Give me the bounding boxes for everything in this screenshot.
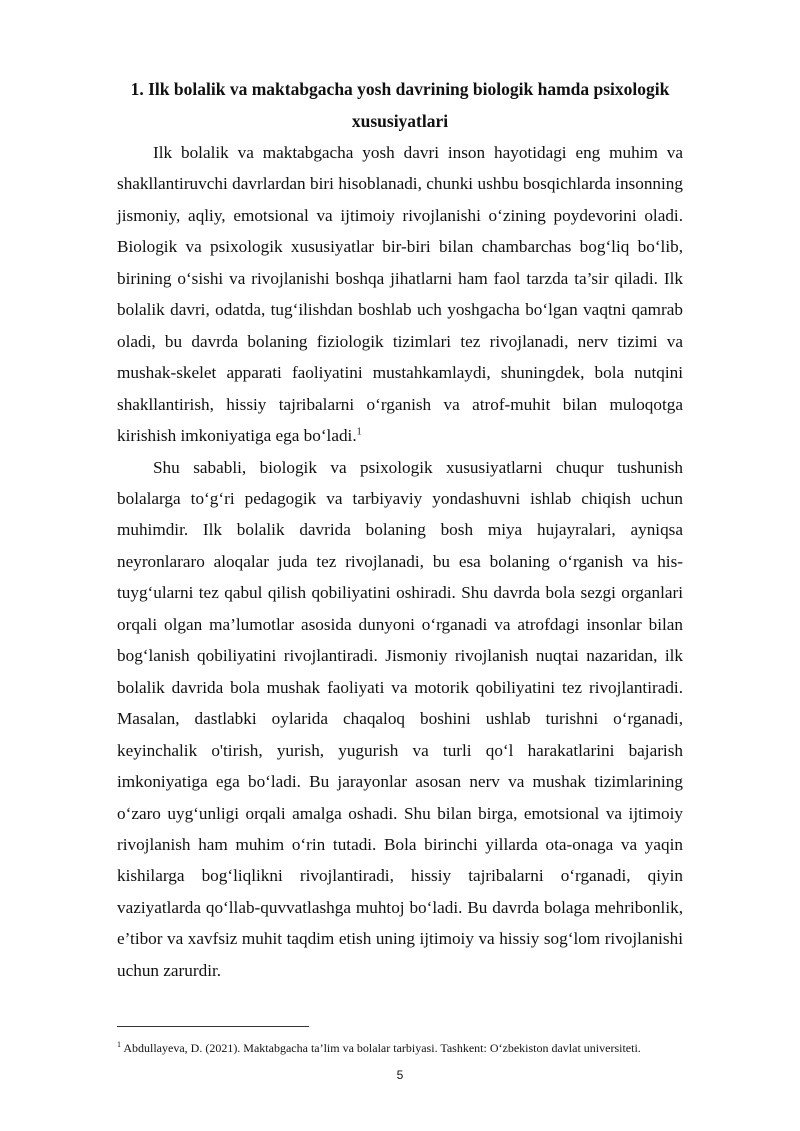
footnote-number: 1 xyxy=(117,1040,121,1049)
section-heading xyxy=(118,74,682,137)
footnote-reference[interactable]: 1 xyxy=(356,426,362,438)
footnote xyxy=(117,1040,717,1056)
paragraph-1 xyxy=(117,137,683,452)
paragraph-2-text: Shu sababli, biologik va psixologik xususiyatlarni chuqur tushunish bolalarga to‘g‘ri pedagogik va tarbiyaviy yondashuvni ishlab chiqish uchun muhimdir. Ilk bolalik davrida bolaning bosh miya hujayralari, ayniqsa neyronlararo aloqalar juda tez rivojlanadi, bu esa bolaning o‘rganish va his-tuyg‘ularni tez qabul qilish qobiliyatini oshiradi. Shu davrda bola sezgi organlari orqali olgan ma’lumotlar asosida dunyoni o‘rganadi va atrofdagi insonlar bilan bog‘lanish qobiliyatini rivojlantiradi. Jismoniy rivojlanish nuqtai nazaridan, ilk bolalik davrida bola mushak faoliyati va motorik qobiliyatini tez rivojlantiradi. Masalan, dastlabki oylarida chaqaloq boshini ushlab turishni o‘rganadi, keyinchalik o'tirish, yurish, yugurish va turli qo‘l harakatlarini bajarish imkoniyatiga ega bo‘ladi. Bu jarayonlar asosan nerv va mushak tizimlarining o‘zaro uyg‘unligi orqali amalga oshadi. Shu bilan birga, emotsional va ijtimoiy rivojlanish ham muhim o‘rin tutadi. Bola birinchi yillarda ota-onaga va yaqin kishilarga bog‘liqlikni rivojlantiradi, hissiy tajribalarni o‘rganadi, qiyin vaziyatlarda qo‘llab-quvvatlashga muhtoj bo‘ladi. Bu davrda bolaga mehribonlik, e’tibor va xavfsiz muhit taqdim etish uning ijtimoiy va hissiy sog‘lom rivojlanishi uchun zarurdir. xyxy=(117,457,683,980)
paragraph-1-text: Ilk bolalik va maktabgacha yosh davri inson hayotidagi eng muhim va shakllantiruvchi davrlardan biri hisoblanadi, chunki ushbu bosqichlarda insonning jismoniy, aqliy, emotsional va ijtimoiy rivojlanishi o‘zining poydevorini oladi. Biologik va psixologik xususiyatlar bir-biri bilan chambarchas bog‘liq bo‘lib, birining o‘sishi va rivojlanishi boshqa jihatlarni ham faol tarzda ta’sir qiladi. Ilk bolalik davri, odatda, tug‘ilishdan boshlab uch yoshgacha bo‘lgan vaqtni qamrab oladi, bu davrda bolaning fiziologik tizimlari tez rivojlanadi, nerv tizimi va mushak-skelet apparati faoliyatini mustahkamlaydi, shuningdek, bola nutqini shakllantirish, hissiy tajribalarni o‘rganish va atrof-muhit bilan muloqotga kirishish imkoniyatiga ega bo‘ladi. xyxy=(117,143,683,446)
page-number: 5 xyxy=(396,1068,404,1082)
body-text xyxy=(117,137,683,986)
paragraph-2 xyxy=(117,452,683,987)
section-heading-line-1: 1. Ilk bolalik va maktabgacha yosh davrining biologik hamda psixologik xyxy=(130,79,670,99)
footnote-text: Abdullayeva, D. (2021). Maktabgacha ta’lim va bolalar tarbiyasi. Tashkent: O‘zbekiston davlat universiteti. xyxy=(121,1041,641,1055)
section-heading-line-2: xususiyatlari xyxy=(351,110,449,131)
footnote-separator xyxy=(117,1026,309,1027)
